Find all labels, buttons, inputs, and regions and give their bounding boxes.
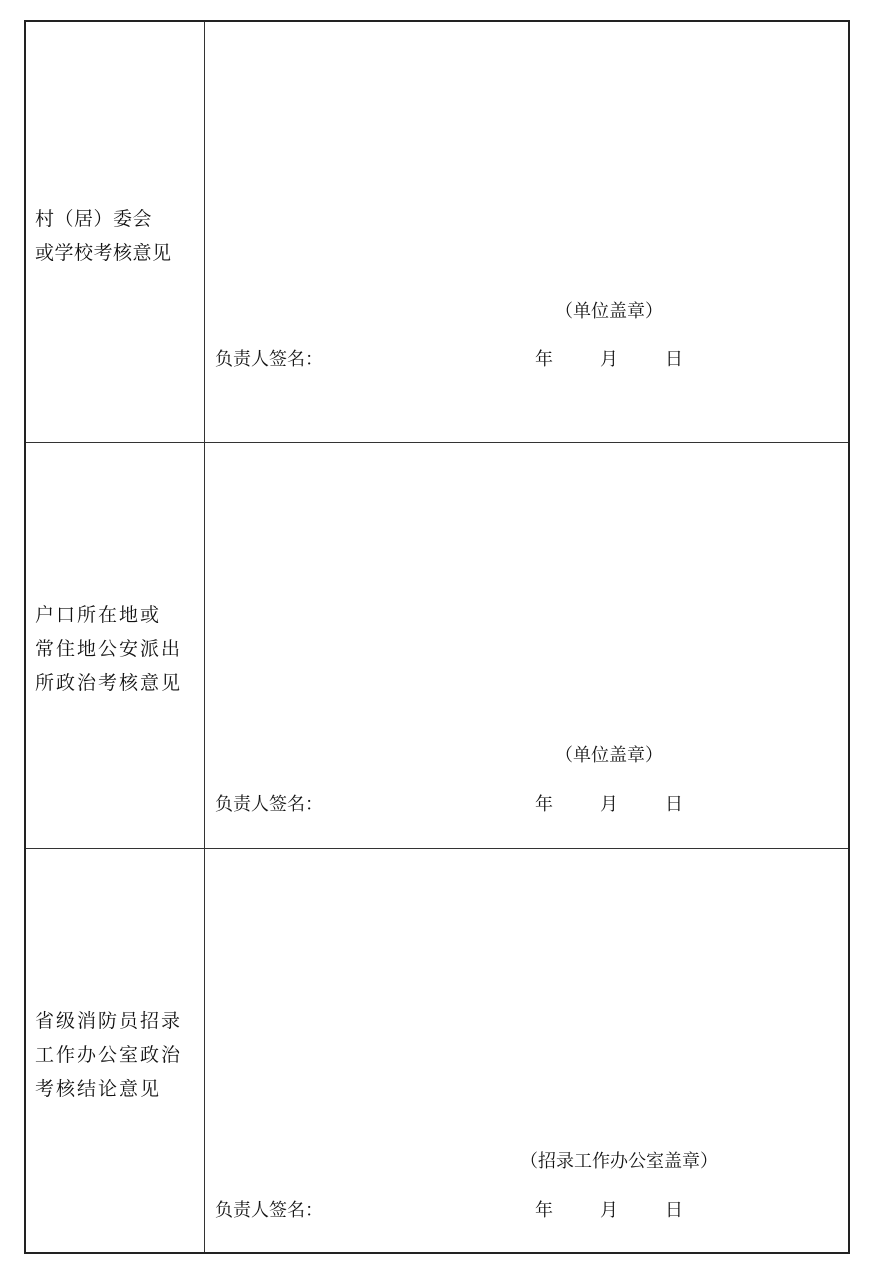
date-month-label: 月 — [600, 1200, 618, 1221]
date-month-label: 月 — [600, 349, 618, 370]
signer-label: 负责人签名： — [215, 349, 323, 370]
section-police-station — [26, 443, 848, 849]
date-year-label: 年 — [535, 1200, 553, 1221]
section-label — [35, 1004, 201, 1106]
section-label-line: 省级消防员招录 — [35, 1010, 183, 1032]
section-label-line: 或学校考核意见 — [35, 242, 172, 264]
section-label-line: 考核结论意见 — [35, 1078, 162, 1100]
seal-note: （招录工作办公室盖章） — [520, 1151, 718, 1172]
signer-label: 负责人签名： — [215, 1200, 323, 1221]
section-label-line: 常住地公安派出 — [35, 638, 183, 660]
section-village-or-school — [26, 22, 848, 443]
date-year-label: 年 — [535, 794, 553, 815]
opinion-field[interactable] — [205, 849, 848, 1252]
section-label — [35, 202, 201, 270]
date-month-label: 月 — [600, 794, 618, 815]
section-label-cell — [26, 849, 205, 1252]
section-label-cell — [26, 443, 205, 848]
section-label-line: 工作办公室政治 — [35, 1044, 183, 1066]
seal-note: （单位盖章） — [555, 301, 663, 322]
date-day-label: 日 — [665, 1200, 683, 1221]
opinion-field[interactable] — [205, 22, 848, 442]
section-label-line: 村（居）委会 — [35, 208, 153, 230]
seal-note: （单位盖章） — [555, 745, 663, 766]
date-year-label: 年 — [535, 349, 553, 370]
signer-label: 负责人签名： — [215, 794, 323, 815]
section-provincial-office — [26, 849, 848, 1252]
date-day-label: 日 — [665, 794, 683, 815]
section-label-cell — [26, 22, 205, 442]
opinion-field[interactable] — [205, 443, 848, 848]
section-label-line: 户口所在地或 — [35, 604, 162, 626]
section-label-line: 所政治考核意见 — [35, 672, 183, 694]
political-review-form-table — [24, 20, 850, 1254]
date-day-label: 日 — [665, 349, 683, 370]
section-label — [35, 598, 201, 700]
